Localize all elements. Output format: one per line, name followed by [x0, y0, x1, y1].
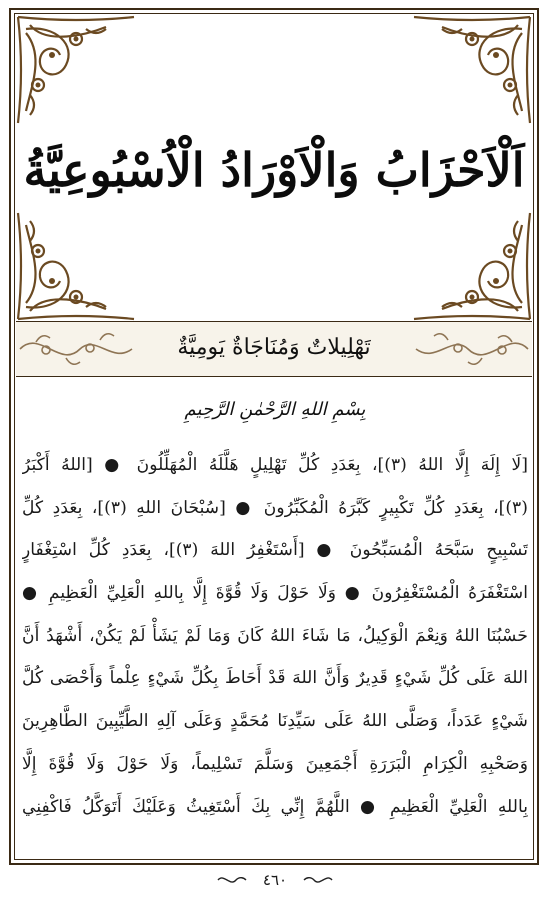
section-title: تَهْلِيلاتٌ وَمُنَاجَاةٌ يَومِيَّةٌ: [177, 335, 371, 360]
corner-ornament-top-right: [412, 15, 532, 125]
text-line: وَصَحْبِهِ الْكِرَامِ الْبَرَرَةِ أَجْمَعِينَ وَسَلَّمَ تَسْلِيماً، وَلَا حَوْلَ وَلَا قُوَّةَ إِلَّا: [22, 753, 528, 774]
basmala-text: بِسْمِ اللهِ الرَّحْمٰنِ الرَّحِيمِ: [184, 399, 366, 420]
corner-ornament-bottom-left: [16, 211, 136, 321]
text-line: شَيْءٍ عَدَداً، وَصَلَّى اللهُ عَلَى سَيِّدِنَا مُحَمَّدٍ وَعَلَى آلِهِ الطَّيِّبِينَ الطَّاهِرِينَ: [22, 711, 528, 732]
section-title-band: [16, 321, 532, 377]
text-line: بِاللهِ الْعَلِيِّ الْعَظِيمِ ● اللَّهُمَّ إِنِّي بِكَ أَسْتَغِيثُ وَعَلَيْكَ أَتَوَكَّلُ فَاكْفِنِي: [22, 796, 528, 817]
basmala-calligraphy: [140, 395, 410, 431]
page-number: ٤٦٠: [262, 870, 288, 889]
text-line: [لَا إِلَهَ إِلَّا اللهُ (٣)]، بِعَدَدِ كُلِّ تَهْلِيلٍ هَلَّلَهُ الْمُهَلِّلُونَ ● [اللهُ أَكْبَرُ: [22, 455, 528, 475]
text-line: اللهَ عَلَى كُلِّ شَيْءٍ قَدِيرٌ وَأَنَّ اللهَ قَدْ أَحَاطَ بِكُلِّ شَيْءٍ عِلْماً وَأَحْصَى كُلَّ: [22, 668, 528, 689]
flourish-left-icon: [216, 873, 248, 887]
text-line: تَسْبِيحٍ سَبَّحَهُ الْمُسَبِّحُونَ ● [أَسْتَغْفِرُ اللهَ (٣)]، بِعَدَدِ كُلِّ اسْتِغْفَارٍ: [22, 540, 528, 561]
corner-ornament-top-left: [16, 15, 136, 125]
text-line: حَسْبُنَا اللهُ وَنِعْمَ الْوَكِيلُ، مَا شَاءَ اللهُ كَانَ وَمَا لَمْ يَشَأْ لَمْ يَكُنْ، أَشْهَدُ أَنَّ: [22, 625, 528, 646]
flourish-right-icon: [302, 873, 334, 887]
text-line: اسْتَغْفَرَهُ الْمُسْتَغْفِرُونَ ● وَلَا حَوْلَ وَلَا قُوَّةَ إِلَّا بِاللهِ الْعَلِيِّ الْعَظِيمِ ●: [22, 583, 528, 604]
book-title: اَلْاَحْزَابُ وَالْاَوْرَادُ الْاُسْبُوعِيَّةُ: [23, 143, 525, 197]
page-footer: [0, 869, 550, 895]
corner-ornament-bottom-right: [412, 211, 532, 321]
title-header: [16, 15, 532, 321]
text-line: (٣)]، بِعَدَدِ كُلِّ تَكْبِيرٍ كَبَّرَهُ الْمُكَبِّرُونَ ● [سُبْحَانَ اللهِ (٣)]، بِعَدَدِ كُلِّ: [22, 497, 528, 518]
supplication-text: [22, 444, 528, 828]
